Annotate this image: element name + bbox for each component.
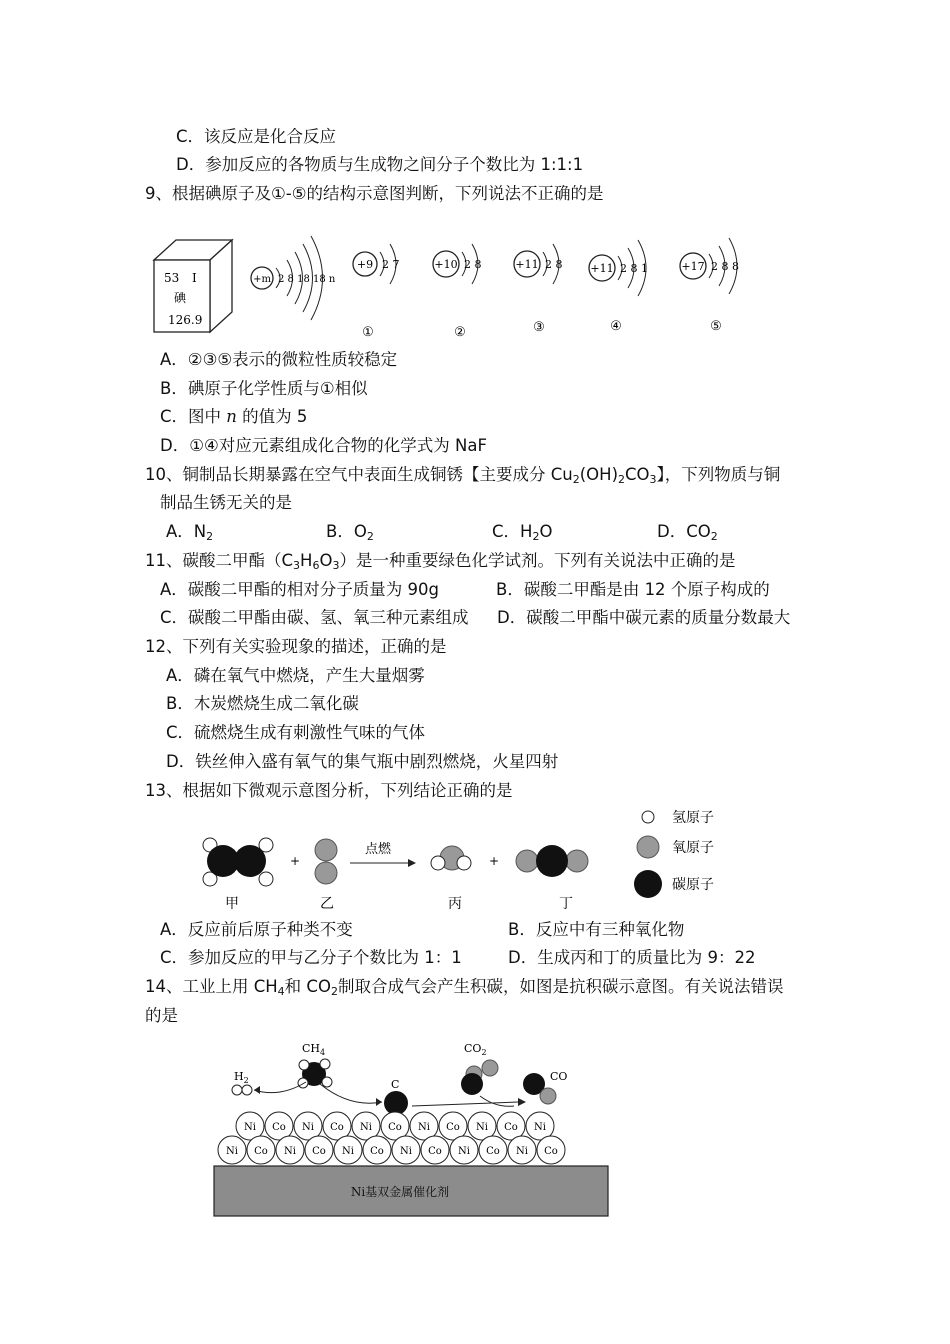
iodine-nucleus: +m bbox=[253, 274, 271, 285]
svg-text:Ni: Ni bbox=[534, 1122, 546, 1133]
svg-text:②: ② bbox=[454, 325, 466, 340]
svg-text:CO2: $CO_2$ bbox=[464, 1042, 487, 1057]
q11-stem: 11、碳酸二甲酯$(C_3H_6O_3)$是一种重要绿色化学试剂。下列有关说法中正确的是 bbox=[145, 551, 736, 572]
q9-atom-structure-figure bbox=[150, 232, 760, 344]
svg-text:H2: $H_2$ bbox=[234, 1070, 249, 1085]
h2-molecule bbox=[232, 1070, 252, 1095]
svg-text:丁: 丁 bbox=[559, 896, 573, 912]
q9-option-a: A．②③⑤表示的微粒性质较稳定 bbox=[160, 350, 398, 369]
q11-option-b: B．碳酸二甲酯是由 12 个原子构成的 bbox=[496, 580, 770, 599]
svg-text:2 8: 2 8 bbox=[464, 258, 482, 271]
svg-text:Ni: Ni bbox=[284, 1146, 296, 1157]
q11-option-d: D．碳酸二甲酯中碳元素的质量分数最大 bbox=[497, 608, 791, 627]
q9-stem: 9、根据碘原子及①-⑤的结构示意图判断，下列说法不正确的是 bbox=[145, 184, 604, 203]
svg-text:④: ④ bbox=[610, 319, 622, 334]
element-name: 碘 bbox=[174, 291, 187, 305]
svg-text:Ni: Ni bbox=[418, 1122, 430, 1133]
svg-text:Ni: Ni bbox=[302, 1122, 314, 1133]
svg-text:+11: +11 bbox=[590, 262, 614, 275]
structure-diagram-4 bbox=[589, 240, 648, 334]
svg-text:Co: Co bbox=[446, 1122, 460, 1133]
q9-option-d: D．①④对应元素组成化合物的化学式为 NaF bbox=[160, 436, 487, 455]
svg-text:Co: Co bbox=[544, 1146, 558, 1157]
arrow-label: 点燃 bbox=[364, 842, 392, 857]
svg-text:③: ③ bbox=[533, 320, 545, 335]
svg-text:乙: 乙 bbox=[320, 896, 334, 912]
q12-option-b: B．木炭燃烧生成二氧化碳 bbox=[166, 694, 359, 713]
q13-option-a: A．反应前后原子种类不变 bbox=[160, 920, 353, 939]
svg-text:氢原子: 氢原子 bbox=[672, 810, 714, 826]
svg-text:C: C bbox=[391, 1078, 400, 1091]
svg-text:Co: Co bbox=[504, 1122, 518, 1133]
catalyst-base bbox=[214, 1166, 608, 1216]
plus-sign-1: + bbox=[289, 854, 301, 868]
metal-atom-layers bbox=[218, 1112, 565, 1164]
svg-text:丙: 丙 bbox=[448, 896, 462, 912]
q11-option-c: C．碳酸二甲酯由碳、氢、氧三种元素组成 bbox=[160, 608, 469, 627]
structure-diagram-2 bbox=[433, 244, 482, 340]
q8-option-d: D．参加反应的各物质与生成物之间分子个数比为 1:1:1 bbox=[176, 155, 584, 174]
svg-text:Co: Co bbox=[272, 1122, 286, 1133]
co-molecule bbox=[523, 1070, 567, 1104]
q11-option-a: A．碳酸二甲酯的相对分子质量为 90g bbox=[160, 580, 440, 599]
svg-text:Ni基双金属催化剂: Ni基双金属催化剂 bbox=[350, 1185, 450, 1199]
svg-text:2 8 1: 2 8 1 bbox=[620, 262, 648, 275]
svg-text:①: ① bbox=[362, 325, 374, 340]
svg-text:+17: +17 bbox=[681, 260, 705, 273]
q13-option-b: B．反应中有三种氧化物 bbox=[508, 920, 685, 939]
svg-text:Ni: Ni bbox=[360, 1122, 372, 1133]
q12-option-d: D．铁丝伸入盛有氧气的集气瓶中剧烈燃烧，火星四射 bbox=[166, 752, 559, 771]
molecule-jia bbox=[203, 838, 273, 912]
svg-text:+10: +10 bbox=[434, 258, 458, 271]
molecule-ding bbox=[516, 845, 588, 912]
q13-option-d: D．生成丙和丁的质量比为 9：22 bbox=[508, 948, 756, 967]
q14-stem-line2: 的是 bbox=[145, 1006, 178, 1025]
svg-text:Ni: Ni bbox=[342, 1146, 354, 1157]
svg-text:Co: Co bbox=[388, 1122, 402, 1133]
q8-option-c: C．该反应是化合反应 bbox=[176, 127, 337, 146]
q13-stem: 13、根据如下微观示意图分析，下列结论正确的是 bbox=[145, 781, 513, 800]
q9-option-b: B．碘原子化学性质与①相似 bbox=[160, 379, 368, 398]
svg-text:Co: Co bbox=[330, 1122, 344, 1133]
plus-sign-2: + bbox=[488, 854, 500, 868]
svg-text:氧原子: 氧原子 bbox=[672, 840, 714, 856]
iodine-shells: 2 8 18 18 n bbox=[278, 274, 336, 285]
svg-text:CO: CO bbox=[550, 1070, 568, 1083]
svg-text:Ni: Ni bbox=[458, 1146, 470, 1157]
svg-text:Ni: Ni bbox=[516, 1146, 528, 1157]
structure-diagram-5 bbox=[680, 238, 739, 334]
reaction-arrow bbox=[350, 841, 416, 867]
q10-option-d: D．$CO_2$ bbox=[657, 522, 718, 543]
ch4-molecule bbox=[298, 1042, 332, 1088]
co2-molecule bbox=[461, 1042, 498, 1095]
q12-option-c: C．硫燃烧生成有刺激性气味的气体 bbox=[166, 723, 426, 742]
svg-text:Co: Co bbox=[486, 1146, 500, 1157]
element-atomic-number: 53 bbox=[164, 271, 180, 285]
carbon-atom bbox=[384, 1078, 408, 1115]
q10-option-b: B．$O_2$ bbox=[326, 522, 374, 543]
q14-stem: 14、工业上用 $CH_4$和 $CO_2$制取合成气会产生积碳，如图是抗积碳示意图。有关说法错误 bbox=[145, 977, 784, 998]
structure-diagram-1 bbox=[353, 244, 400, 340]
svg-text:Co: Co bbox=[254, 1146, 268, 1157]
q10-stem-line2: 制品生锈无关的是 bbox=[160, 493, 292, 512]
svg-text:Co: Co bbox=[312, 1146, 326, 1157]
iodine-element-box bbox=[154, 240, 232, 332]
svg-text:碳原子: 碳原子 bbox=[672, 877, 714, 893]
atom-legend bbox=[634, 810, 714, 898]
q10-option-c: C．$H_2O$ bbox=[492, 522, 553, 543]
svg-text:Co: Co bbox=[370, 1146, 384, 1157]
svg-text:⑤: ⑤ bbox=[710, 319, 722, 334]
svg-text:甲: 甲 bbox=[225, 896, 239, 912]
svg-text:+11: +11 bbox=[515, 258, 539, 271]
q12-stem: 12、下列有关实验现象的描述，正确的是 bbox=[145, 637, 447, 656]
q13-reaction-figure bbox=[190, 805, 730, 917]
q10-stem: 10、铜制品长期暴露在空气中表面生成铜锈【主要成分 $Cu_2(OH)_2CO_3$】，下列物质与铜 bbox=[145, 465, 781, 486]
q9-option-c: C．图中 n 的值为 5 bbox=[160, 407, 308, 426]
q13-option-c: C．参加反应的甲与乙分子个数比为 1：1 bbox=[160, 948, 462, 967]
svg-text:Ni: Ni bbox=[400, 1146, 412, 1157]
svg-text:2 8 8: 2 8 8 bbox=[711, 260, 739, 273]
structure-diagram-3 bbox=[514, 244, 563, 335]
q14-anti-carbon-figure bbox=[210, 1038, 612, 1220]
svg-text:2 8: 2 8 bbox=[545, 258, 563, 271]
q12-option-a: A．磷在氧气中燃烧，产生大量烟雾 bbox=[166, 666, 425, 685]
svg-text:Ni: Ni bbox=[476, 1122, 488, 1133]
svg-text:+9: +9 bbox=[356, 258, 374, 271]
element-symbol: I bbox=[192, 271, 197, 285]
svg-text:Ni: Ni bbox=[244, 1122, 256, 1133]
element-atomic-mass: 126.9 bbox=[168, 313, 203, 327]
iodine-atom-diagram bbox=[251, 236, 336, 320]
svg-text:2 7: 2 7 bbox=[382, 258, 400, 271]
svg-text:Ni: Ni bbox=[226, 1146, 238, 1157]
q10-option-a: A．$N_2$ bbox=[166, 522, 214, 543]
molecule-bing bbox=[431, 846, 471, 912]
molecule-yi bbox=[315, 839, 337, 912]
svg-text:CH4: $CH_4$ bbox=[302, 1042, 326, 1057]
svg-text:Co: Co bbox=[428, 1146, 442, 1157]
